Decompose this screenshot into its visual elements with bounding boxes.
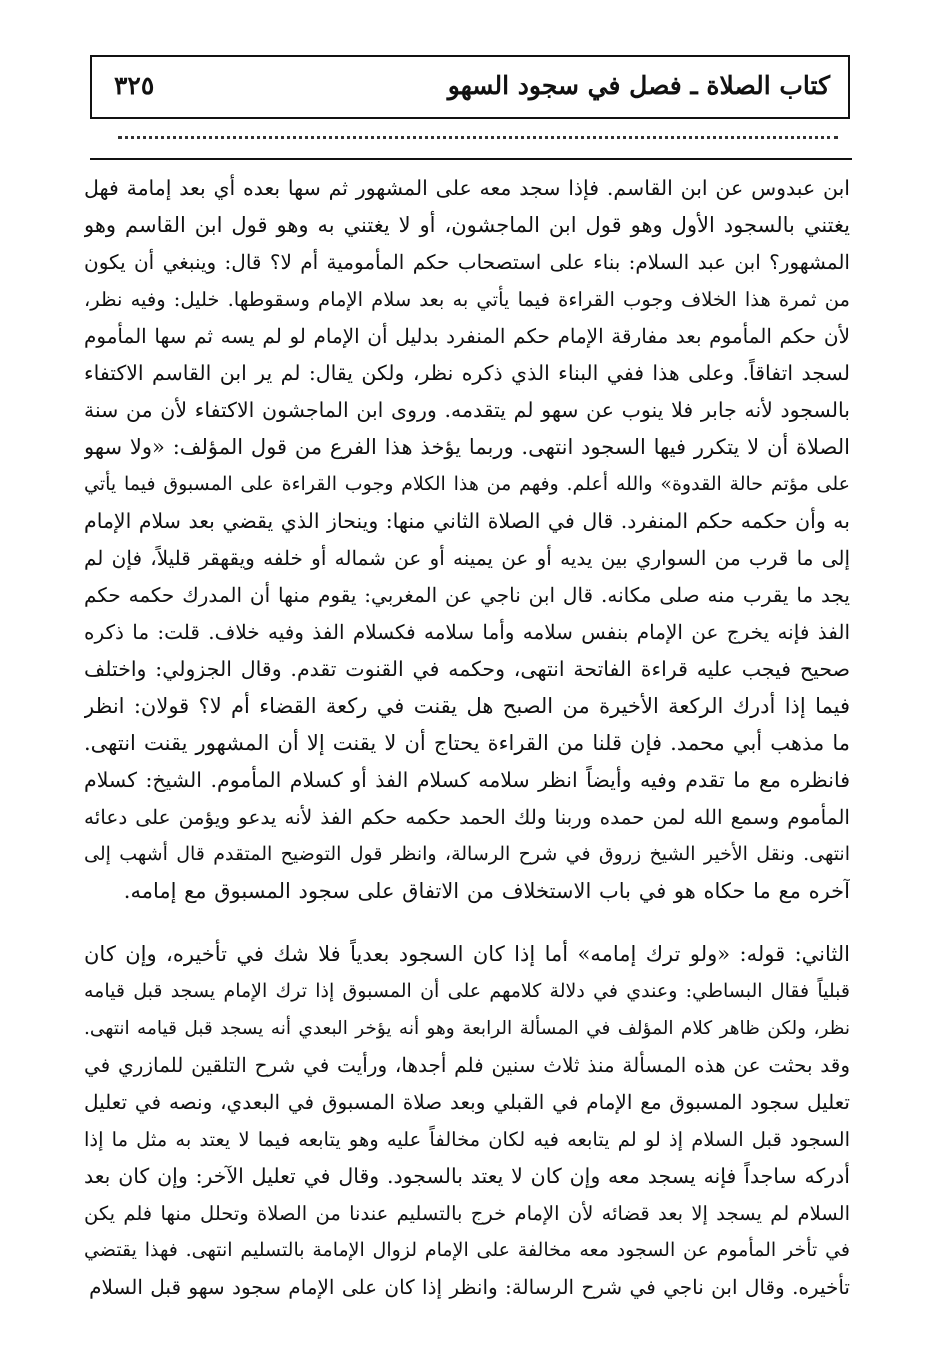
- text-line: انتهى. ونقل الأخير الشيخ زروق في شرح الرسالة، وانظر قول التوضيح المتقدم قال أشهب إلى: [84, 843, 850, 865]
- text-line: ابن عبدوس عن ابن القاسم. فإذا سجد معه على المشهور ثم سها بعده أي بعد إمامة فهل: [84, 176, 850, 200]
- text-line: آخره مع ما حكاه هو في باب الاستخلاف من الاتفاق على سجود المسبوق مع إمامه.: [123, 879, 850, 903]
- text-line: الثاني: قوله: «ولو ترك إمامه» أما إذا كان السجود بعدياً فلا شك في تأخيره، وإن كان: [84, 942, 850, 966]
- dotted-separator: [118, 136, 838, 139]
- text-line: لأن حكم المأموم بعد مفارقة الإمام حكم المنفرد بدليل أن الإمام لو لم يسه ثم سها المأموم: [84, 324, 850, 348]
- text-line: فانظره مع ما تقدم وفيه وأيضاً انظر سلامه كسلام الفذ أو كسلام المأموم. الشيخ: كسلام: [84, 768, 850, 792]
- text-line: نظر، ولكن ظاهر كلام المؤلف في المسألة الرابعة وهو أنه يؤخر البعدي أنه يسجد قبل قيامه انتهى.: [84, 1018, 850, 1039]
- paragraph-1: [84, 170, 850, 910]
- text-line: بالسجود لأنه جابر فلا ينوب عن سهو لم يتقدمه. وروى ابن الماجشون الاكتفاء لأن من سنة: [84, 398, 850, 422]
- text-line: الفذ فإنه يخرج عن الإمام بنفس سلامه وأما سلامه فكسلام الفذ وفيه خلاف. قلت: ما ذكره: [84, 620, 850, 644]
- text-line: وقد بحثت عن هذه المسألة منذ ثلاث سنين فلم أجدها، ورأيت في شرح التلقين للمازري في: [84, 1053, 850, 1077]
- text-line: في تأخر المأموم عن السجود معه مخالفة على الإمام لزوال الإمامة بالتسليم انتهى. فهذا يقتضي: [84, 1239, 850, 1261]
- text-line: السلام لم يسجد إلا بعد قضائه لأن الإمام خرج بالتسليم عندنا من الصلاة وتحلل منها فلم يكن: [84, 1202, 850, 1225]
- text-line: المأموم وسمع الله لمن حمده وربنا ولك الحمد حكمه حكم الفذ لأنه يدعو ويؤمن على دعائه: [84, 805, 850, 829]
- text-line: قبلياً فقال البساطي: وعندي في دلالة كلامهم على أن المسبوق إذا ترك الإمام يسجد قبل قيامه: [84, 980, 850, 1002]
- header-rule: [90, 158, 852, 160]
- text-line: أدركه ساجداً فإنه يسجد معه وإن كان لا يعتد بالسجود. وقال في تعليل الآخر: وإن كان بعد: [84, 1164, 850, 1188]
- text-line: صحيح فيجب عليه قراءة الفاتحة انتهى، وحكمه في القنوت تقدم. وقال الجزولي: واختلف: [84, 657, 850, 681]
- page-number: ٣٢٥: [114, 71, 155, 100]
- text-line: لسجد اتفاقاً. وعلى هذا ففي البناء الذي ذكره نظر، ولكن يقال: لم ير ابن القاسم الاكتفاء: [84, 361, 850, 385]
- text-line: السجود قبل السلام إذ لو لم يتابعه فيه لكان مخالفاً عليه وهو يتابعه فيما لا يعتد به مثل ما إذا: [84, 1128, 850, 1151]
- text-line: ما مذهب أبي محمد. فإن قلنا من القراءة يحتاج أن لا يقنت إلا أن المشهور يقنت انتهى.: [84, 731, 850, 755]
- text-line: إلى ما قرب من السواري بين يديه أو عن يمينه أو عن شماله أو خلفه ويقهقر قليلاً، فإن لم: [84, 546, 850, 570]
- text-line: فيما إذا أدرك الركعة الأخيرة من الصبح هل يقنت في ركعة القضاء أم لا؟ قولان: انظر: [84, 694, 850, 718]
- text-line: على مؤتم حالة القدوة» والله أعلم. وفهم من هذا الكلام وجوب القراءة على المسبوق فيما يأتي: [84, 473, 850, 495]
- text-line: من ثمرة هذا الخلاف وجوب القراءة فيما يأتي به بعد سلام الإمام وسقوطها. خليل: وفيه نظر،: [84, 288, 850, 311]
- text-line: يغتني بالسجود الأول وهو قول ابن الماجشون، أو لا يغتني به وهو قول ابن القاسم وهو: [84, 213, 850, 237]
- paragraph-2: [84, 936, 850, 1306]
- text-line: الصلاة أن لا يتكرر فيها السجود انتهى. وربما يؤخذ هذا الفرع من قول المؤلف: «ولا سهو: [84, 435, 850, 459]
- running-header: [90, 55, 850, 119]
- text-line: يجد ما يقرب منه صلى مكانه. قال ابن ناجي عن المغربي: يقوم منها أن المدرك حكمه حكم: [84, 583, 850, 607]
- text-line: تأخيره. وقال ابن ناجي في شرح الرسالة: وانظر إذا كان على الإمام سجود سهو قبل السلام: [89, 1275, 850, 1299]
- text-line: تعليل سجود المسبوق مع الإمام في القبلي وبعد صلاة المسبوق في البعدي، ونصه في تعليل: [84, 1090, 850, 1114]
- text-line: المشهور؟ ابن عبد السلام: بناء على استصحاب حكم المأمومية أم لا؟ قال: وينبغي أن يكون: [84, 250, 850, 274]
- text-line: به وأن حكمه حكم المنفرد. قال في الصلاة الثاني منها: وينحاز الذي يقضي بعد سلام الإمام: [84, 509, 850, 533]
- header-title: كتاب الصلاة ـ فصل في سجود السهو: [447, 71, 830, 100]
